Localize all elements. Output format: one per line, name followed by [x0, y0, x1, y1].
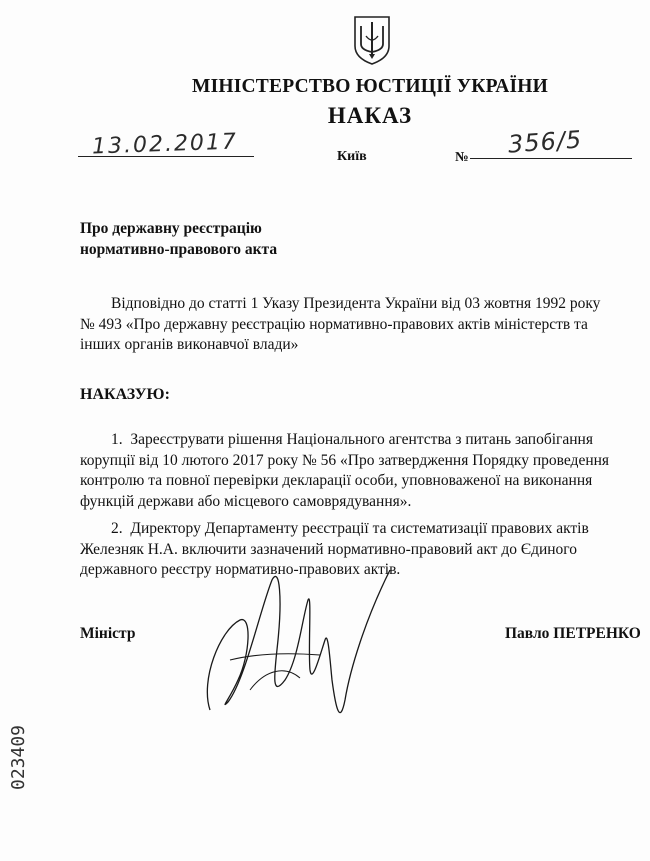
item-line: Железняк Н.А. включити зазначений нормативно-правовий акт до Єдиного [80, 540, 578, 558]
handwritten-signature [190, 560, 430, 730]
ministry-title: МІНІСТЕРСТВО ЮСТИЦІЇ УКРАЇНИ [191, 76, 549, 97]
date-underline [78, 156, 254, 157]
order-item-1 [80, 430, 650, 512]
order-subject [80, 219, 277, 260]
city-label: Київ [337, 149, 367, 164]
item-line: корупції від 10 лютого 2017 року № 56 «Про затвердження Порядку проведення [80, 451, 610, 469]
preamble-line: Відповідно до статті 1 Указу Президента України від 03 жовтня 1992 року [80, 295, 601, 312]
order-word: НАКАЗУЮ: [80, 386, 170, 403]
preamble-line: інших органів виконавчої влади» [80, 336, 299, 353]
item-line: державного реєстру нормативно-правових актів. [80, 561, 401, 578]
signer-position: Міністр [80, 625, 136, 642]
signer-name: Павло ПЕТРЕНКО [505, 625, 641, 642]
number-sign: № [455, 149, 469, 164]
item-line: 1. Зареєструвати рішення Національного агентства з питань запобігання [80, 431, 593, 448]
stamp-number: 023409 [8, 724, 29, 790]
preamble-line: № 493 «Про державну реєстрацію нормативно-правових актів міністерств та [80, 315, 588, 333]
item-line: контролю та повної перевірки декларації особи, уповноваженої на виконання [80, 472, 593, 489]
number-underline [470, 158, 632, 159]
order-title: НАКАЗ [327, 103, 413, 128]
item-line: 2. Директору Департаменту реєстрації та систематизації правових актів [80, 520, 589, 537]
handwritten-number: 356/5 [507, 125, 584, 159]
subject-line: Про державну реєстрацію [80, 220, 262, 237]
trident-emblem-icon [352, 14, 392, 66]
subject-line: нормативно-правового акта [80, 240, 278, 258]
preamble-paragraph [80, 294, 650, 356]
handwritten-date: 13.02.2017 [91, 129, 239, 160]
item-line: функцій держави або місцевого самоврядування». [80, 492, 412, 510]
